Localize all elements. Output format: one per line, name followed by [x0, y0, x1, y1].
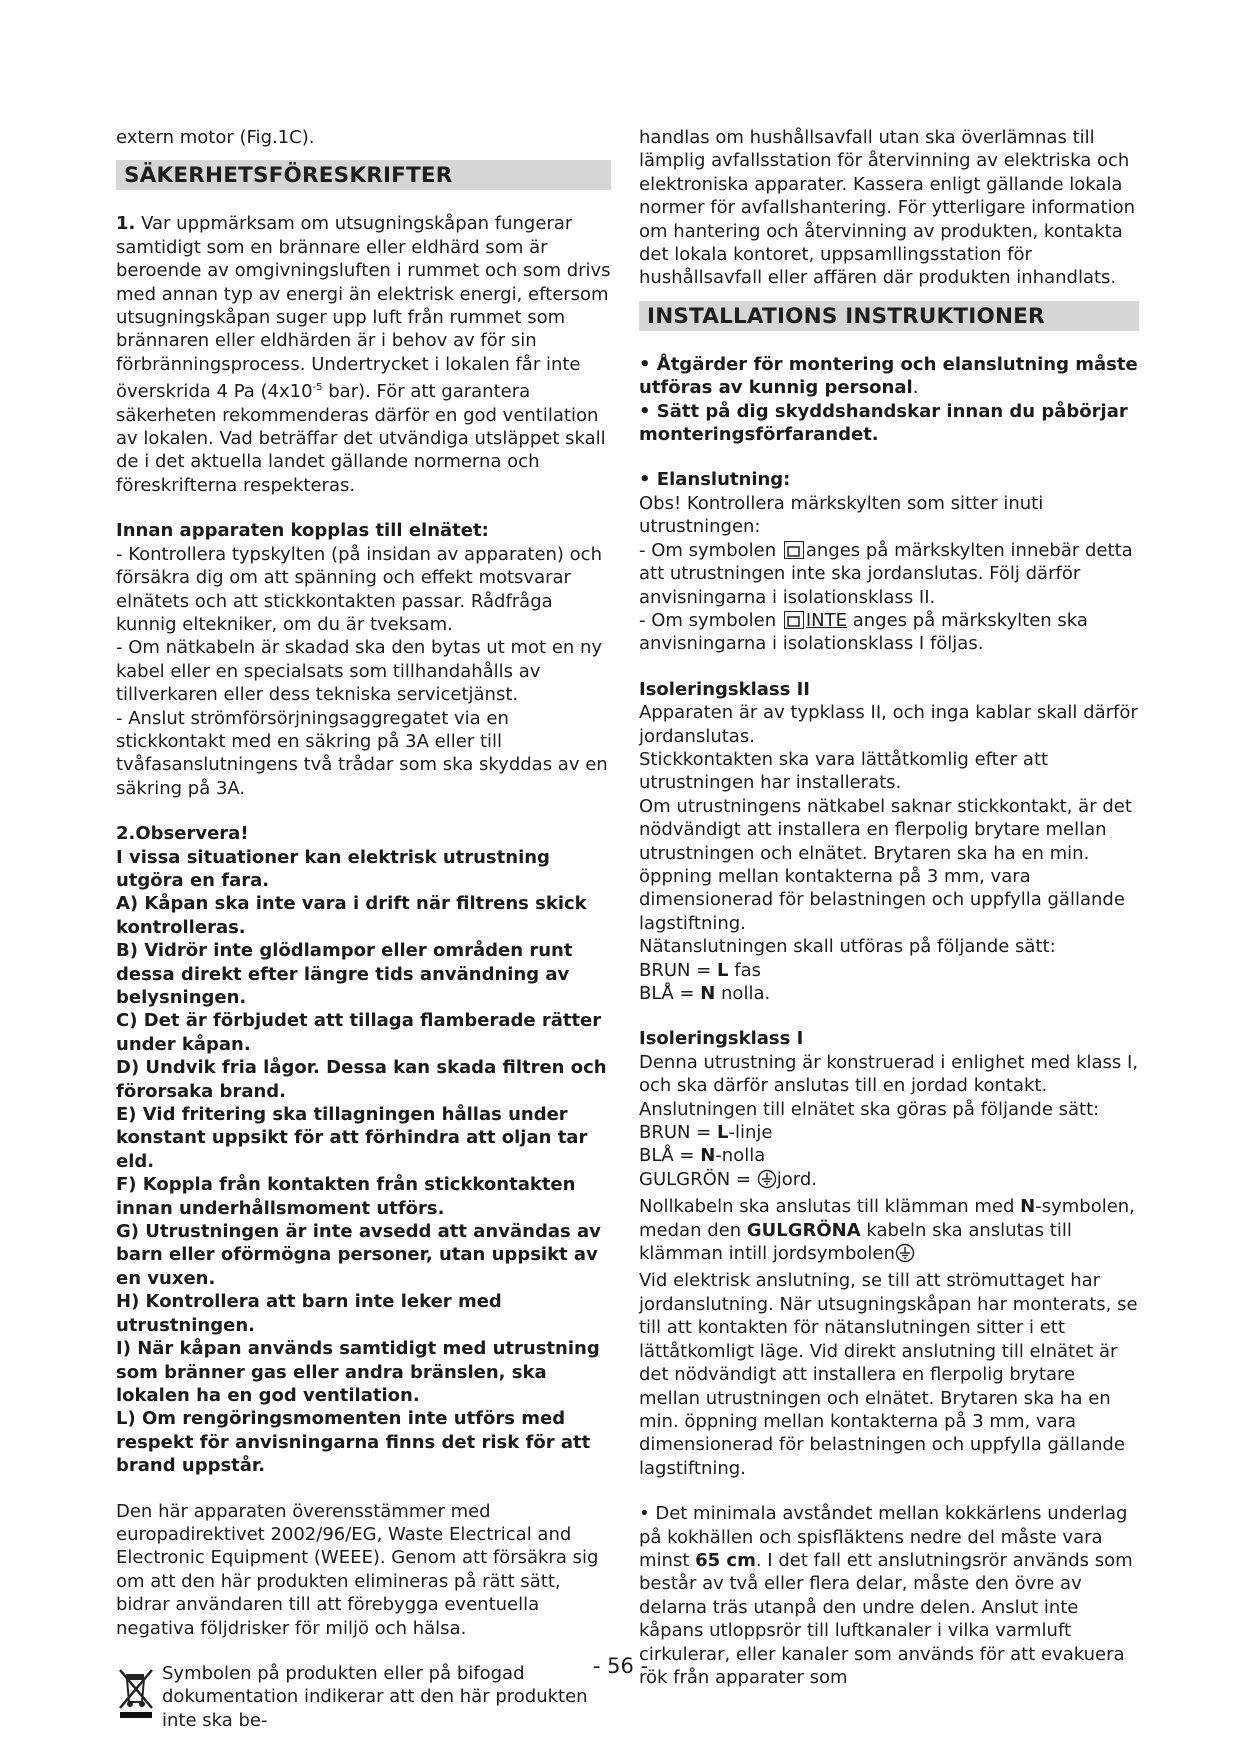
- min-b: 65 cm: [695, 1549, 756, 1571]
- noll-e: kabeln ska anslutas till klämman intill jordsymbolen: [639, 1219, 1072, 1265]
- elconn2-start: - Om symbolen: [639, 609, 782, 631]
- c1-wire-blue: [639, 1144, 1139, 1167]
- neutral-instructions: [639, 1195, 1139, 1269]
- safety-heading: SÄKERHETSFÖRESKRIFTER: [116, 160, 611, 190]
- install-bullet-2: • Sätt på dig skyddshandskar innan du påbörjar monteringsförfarandet.: [639, 400, 1128, 446]
- item1-text: Var uppmärksam om utsugningskåpan fungerar samtidigt som en brännare eller eldhärd som är beroende av omgivningsluften i rummet och som drivs med annan typ av energi än elektrisk energi, eftersom utsugningskåpan suger upp luft från rummet som brännaren eller eldhärden är i behov av för sin förbränningsprocess. Undertrycket i lokalen får inte överskrida 4 Pa (4x10: [116, 213, 611, 403]
- c1-brown-desc: -linje: [728, 1122, 773, 1144]
- safety-item-1: [116, 212, 611, 497]
- class-ii-symbol-icon: [784, 611, 804, 629]
- connect-item-1: - Kontrollera typskylten (på insidan av apparaten) och försäkra dig om att spänning och effekt motsvarar elnätets och att stickkontakten passar. Rådfråga kunnig eltekniker, om du är tveksam.: [116, 543, 602, 635]
- c1-blue-code: N: [700, 1145, 716, 1167]
- elconn-item-1: [639, 539, 1139, 609]
- earth-symbol-icon: [757, 1169, 777, 1195]
- c1-wire-yellowgreen: [639, 1168, 1139, 1195]
- class1-heading: Isoleringsklass I: [639, 1028, 804, 1050]
- min-c: . I det fall ett anslutningsrör används som består av två eller flera delar, måste den övre av delarna träs utanpå den undre delen. Anslut inte kåpans utloppsrör till luftkanaler i vilka varmluft cirkulerar, eller kanaler som används för att evakuera rök från apparater som: [639, 1549, 1133, 1688]
- brown-label: BRUN =: [639, 959, 718, 981]
- noll-c: -symbolen, medan den: [639, 1196, 1135, 1241]
- right-column: [639, 126, 1139, 1689]
- elconn-heading: • Elanslutning:: [639, 469, 791, 491]
- c1-brown-label: BRUN =: [639, 1122, 718, 1144]
- elconn-item-2: [639, 609, 1139, 656]
- elconn2-inte: INTE: [805, 609, 848, 631]
- elconn-text: Obs! Kontrollera märkskylten som sitter inuti utrustningen:: [639, 492, 1044, 538]
- elconn2-end: anges på märkskylten ska anvisningarna i isolationsklass I följas.: [639, 609, 1088, 655]
- c1-yg-desc: jord.: [776, 1168, 818, 1190]
- elconn1-start: - Om symbolen: [639, 539, 782, 561]
- class2-text: Apparaten är av typklass II, och inga kablar skall därför jordanslutas.: [639, 702, 1138, 747]
- class2-heading: Isoleringsklass II: [639, 678, 810, 700]
- bullet1-bold: • Åtgärder för montering och elanslutning måste utföras av kunnig personal: [639, 353, 1138, 399]
- brown-code: L: [717, 959, 729, 981]
- install-heading: INSTALLATIONS INSTRUKTIONER: [639, 301, 1139, 331]
- elconn1-end: anges på märkskylten innebär detta att utrustningen inte ska jordanslutas. Följ därför anvisningarna i isolationsklass II.: [639, 539, 1133, 608]
- earth-symbol-icon: [895, 1243, 915, 1269]
- connect-item-3: - Anslut strömförsörjningsaggregatet via en stickkontakt med en säkring på 3A eller till tvåfasanslutningens två trådar som ska skyddas av en säkring på 3A.: [116, 707, 608, 799]
- observe-line: D) Undvik fria lågor. Dessa kan skada filtren och förorsaka brand.: [116, 1057, 607, 1102]
- min-a: • Det minimala avståndet mellan kokkärlens underlag på kokhällen och spisfläktens nedre del måste vara minst: [639, 1503, 1128, 1571]
- observe-line: I) När kåpan används samtidigt med utrustning som bränner gas eller andra bränslen, ska lokalen ha en god ventilation.: [116, 1338, 600, 1406]
- page-number: - 56 -: [592, 1654, 649, 1678]
- observe-line: L) Om rengöringsmomenten inte utförs med respekt för anvisningarna finns det risk för att brand uppstår.: [116, 1408, 591, 1477]
- noll-d: GULGRÖNA: [746, 1219, 861, 1241]
- class-ii-symbol-icon: [784, 541, 804, 559]
- observe-line: A) Kåpan ska inte vara i drift när filtrens skick kontrolleras.: [116, 893, 587, 938]
- connect-heading: Innan apparaten kopplas till elnätet:: [116, 520, 489, 542]
- observe-line: H) Kontrollera att barn inte leker med utrustningen.: [116, 1291, 502, 1336]
- c1-wire-brown: [639, 1121, 1139, 1144]
- item1-text-cont: bar). För att garantera säkerheten rekommenderas därför en god ventilation av lokalen. Vad beträffar det utvändiga utsläppet skall de i det aktuella landet gällande normerna och föreskrifterna respekteras.: [116, 381, 606, 496]
- install-bullet-1: [639, 353, 1139, 400]
- item-number: 1.: [116, 213, 136, 235]
- observe-line: E) Vid fritering ska tillagningen hållas under konstant uppsikt för att förhindra att oljan tar eld.: [116, 1104, 588, 1172]
- intro-text: extern motor (Fig.1C).: [116, 127, 315, 148]
- observe-line: G) Utrustningen är inte avsedd att användas av barn eller oförmögna personer, utan uppsikt av en vuxen.: [116, 1221, 601, 1289]
- blue-label: BLÅ =: [639, 983, 701, 1004]
- noll-b: N: [1020, 1196, 1036, 1218]
- observe-line: F) Koppla från kontakten från stickkontakten innan underhållsmoment utförs.: [116, 1174, 576, 1219]
- continued-text: handlas om hushållsavfall utan ska överlämnas till lämplig avfallsstation för återvinning av elektriska och elektroniska apparater. Kassera enligt gällande lokala normer för avfallshantering. För ytterligare information om hantering och återvinning av produkten, kontakta det lokala kontoret, uppsamllingsstation för hushållsavfall eller affären där produkten inhandlats.: [639, 127, 1136, 289]
- symbol-text: Symbolen på produkten eller på bifogad dokumentation indikerar att den här produkten inte ska be-: [162, 1662, 588, 1731]
- class2-text: Om utrustningens nätkabel saknar stickkontakt, är det nödvändigt att installera en flerpolig brytare mellan utrustningen och elnätet. Brytaren ska ha en min. öppning mellan kontakterna på 3 mm, vara dimensionerad för belastningen och uppfylla gällande lagstiftning.: [639, 795, 1132, 934]
- blue-code: N: [700, 983, 716, 1004]
- item1-exponent: -5: [312, 382, 323, 394]
- connect-item-2: - Om nätkabeln är skadad ska den bytas ut mot en ny kabel eller en specialsats som tillhandahålls av tillverkaren eller dess tekniska servicetjänst.: [116, 637, 603, 706]
- noll-a: Nollkabeln ska anslutas till klämman med: [639, 1196, 1021, 1218]
- wire-brown: [639, 959, 1139, 982]
- c1-blue-desc: -nolla: [715, 1145, 766, 1167]
- direct-connection-text: Vid elektrisk anslutning, se till att strömuttaget har jordanslutning. När utsugningskåpan har monterats, se till att kontakten för nätanslutningen sitter i ett lättåtkomligt läge. Vid direkt anslutning till elnätet är det nödvändigt att installera en flerpolig brytare mellan utrustningen och elnätet. Brytaren ska ha en min. öppning mellan kontakterna på 3 mm, vara dimensionerad för belastningen och uppfylla gällande lagstiftning.: [639, 1270, 1138, 1479]
- observe-line: B) Vidrör inte glödlampor eller områden runt dessa direkt efter längre tids användning av belysningen.: [116, 940, 573, 1008]
- class2-text: Nätanslutningen skall utföras på följande sätt:: [639, 936, 1056, 958]
- observe-line: I vissa situationer kan elektrisk utrustning utgöra en fara.: [116, 846, 550, 891]
- brown-desc: fas: [728, 959, 761, 981]
- wire-blue: [639, 982, 1139, 1005]
- bullet1-end: .: [912, 377, 919, 399]
- blue-desc: nolla.: [715, 983, 771, 1004]
- c1-blue-label: BLÅ =: [639, 1145, 701, 1167]
- c1-brown-code: L: [717, 1122, 729, 1144]
- observe-heading: 2.Observera!: [116, 823, 249, 845]
- left-column: [116, 126, 611, 1732]
- class1-text: Anslutningen till elnätet ska göras på följande sätt:: [639, 1098, 1100, 1120]
- class1-text: Denna utrustning är konstruerad i enlighet med klass I, och ska därför anslutas till en jordad kontakt.: [639, 1051, 1139, 1097]
- weee-paragraph: Den här apparaten överensstämmer med europadirektivet 2002/96/EG, Waste Electrical and Electronic Equipment (WEEE). Genom att försäkra sig om att den här produkten elimineras på rätt sätt, bidrar användaren till att förebygga eventuella negativa följdrisker för miljö och hälsa.: [116, 1500, 599, 1639]
- class2-text: Stickkontakten ska vara lättåtkomlig efter att utrustningen har installerats.: [639, 748, 1049, 794]
- observe-line: C) Det är förbjudet att tillaga flamberade rätter under kåpan.: [116, 1010, 602, 1055]
- c1-yg-label: GULGRÖN =: [639, 1168, 757, 1190]
